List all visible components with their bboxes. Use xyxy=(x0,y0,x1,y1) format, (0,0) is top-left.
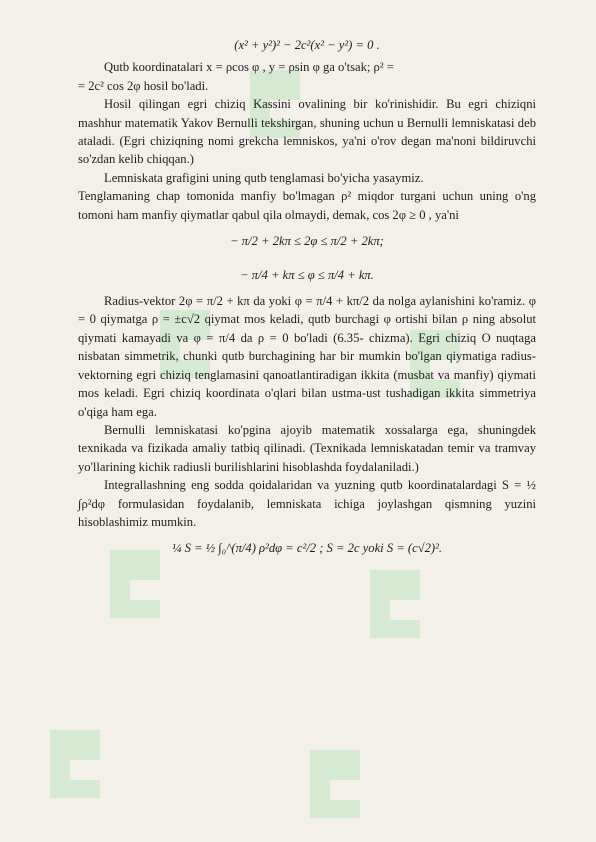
paragraph-applications: Bernulli lemniskatasi ko'pgina ajoyib matematik xossalarga ega, shuningdek texnikada va fizikada amaliy tatbiq qilinadi. (Texnikada lemniskatadan temir va tramvay yo'llarining kichik radiusli burilishlarini hisoblashda foydalaniladi.) xyxy=(78,422,536,474)
paragraph-bernoulli-history: Hosil qilingan egri chiziq Kassini ovalining bir ko'rinishidir. Bu egri chiziqni mashhur matematik Yakov Bernulli tekshirgan, shuning uchun u Bernulli lemniskatasi deb ataladi. (Egri chiziqning nomi grekcha lemniskos, ya'ni o'rov degan ma'noni bildiruvchi so'zdan kelib chiqqan.) xyxy=(78,97,536,167)
equation-lemniscate-cartesian: (x² + y²)² − 2c²(x² − y²) = 0 . xyxy=(234,38,380,52)
document-body xyxy=(78,36,536,565)
paragraph-polar-substitution: Qutb koordinatalari x = ρcos φ , y = ρsin φ ga o'tsak; ρ² = xyxy=(104,60,394,75)
paragraph-radius-vector: Radius-vektor 2φ = π/2 + kπ da yoki φ = π/4 + kπ/2 da nolga aylanishini ko'ramiz. φ = 0 qiymatga ρ = ±c√2 qiymat mos keladi, qutb burchagi φ ortishi bilan ρ ning absolut qiymati kamayadi va φ = π/4 da ρ = 0 bo'ladi (6.35- chizma). Egri chiziq O nuqtaga nisbatan simmetrik, chunki qutb burchagining har bir mumkin bo'lgan qiymatiga radius-vektorning egri chiziq tenglamasini qanoatlantiradigan ikkita (musbat va manfiy) qiymati mos keladi. Egri chiziq koordinata o'qlari bilan ustma-ust tushadigan ikkita simmetriya o'qiga ham ega. xyxy=(78,294,536,419)
paragraph-polar-result: = 2c² cos 2φ hosil bo'ladi. xyxy=(78,78,209,93)
paragraph-sign-condition: Tenglamaning chap tomonida manfiy bo'lmagan ρ² miqdor turgani uchun uning o'ng tomoni ham manfiy qiymatlar qabul qila olmaydi, demak, cos 2φ ≥ 0 , ya'ni xyxy=(78,189,536,222)
equation-area-result: ¼ S = ½ ∫₀^(π/4) ρ²dφ = c²/2 ; S = 2c yoki S = (c√2)². xyxy=(171,541,443,556)
watermark-logo-icon xyxy=(300,740,388,828)
paragraph-graph-intro: Lemniskata grafigini uning qutb tenglamasi bo'yicha yasaymiz. xyxy=(104,170,424,185)
inequality-phi: − π/4 + kπ ≤ φ ≤ π/4 + kπ. xyxy=(240,268,374,283)
paragraph-area-formula: Integrallashning eng sodda qoidalaridan va yuzning qutb koordinatalardagi S = ½ ∫ρ²dφ formulasidan foydalanib, lemniskata ichiga joylashgan qismning yuzini hisoblashimiz mumkin. xyxy=(78,478,536,529)
watermark-logo-icon xyxy=(40,720,128,808)
inequality-2phi: − π/2 + 2kπ ≤ 2φ ≤ π/2 + 2kπ; xyxy=(230,234,384,249)
watermark-logo-icon xyxy=(360,560,448,648)
